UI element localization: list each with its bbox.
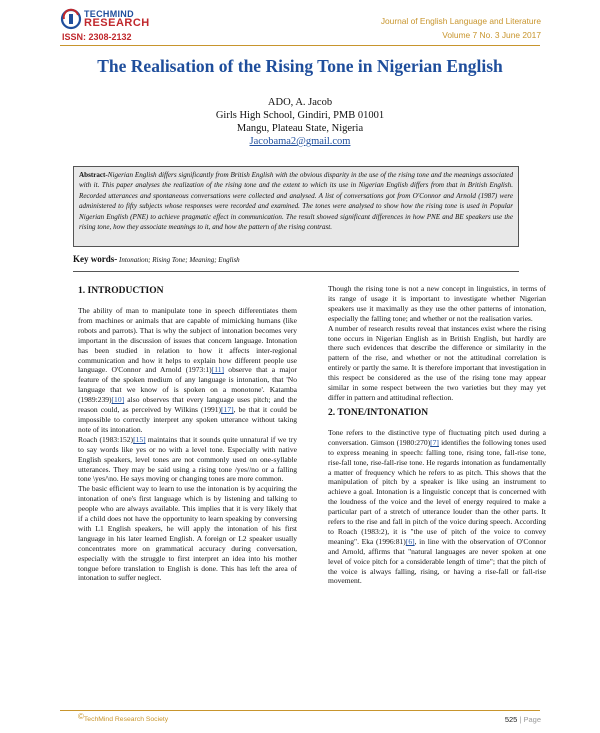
keywords-text: Intonation; Rising Tone; Meaning; English [117,256,240,264]
publisher-logo [60,6,180,44]
citation-link[interactable]: [10] [111,395,125,405]
author-email-link[interactable]: Jacobama2@gmail.com [249,136,351,147]
author-block [60,96,540,148]
paragraph: The ability of man to manipulate tone in speech differentiates them from machines or animals that are capable of mimicking humans (like robots and parrots). That is why the subject of intonation becomes very important in the discussion of issues that concern language. Intonation has been studied in relation to how it affects inter-regional communication and how it helps to explain how different people use language. O'Connor and Arnold (1973:1)[11] observe that a major feature of the spoken medium of any language is intonation, that 'No language that we know of is spoken on a monotone'. Katamba (1989:239)[10] also observes that every language uses pitch; and the reason could, as perceived by Wilkins (1991)[17], be that it could be impossible to correctly interpret any spoken utterance without taking note of its intonation. [78,306,297,434]
footer-society [78,712,168,723]
section-heading-tone-intonation: 2. TONE/INTONATION [328,407,429,418]
keywords [73,254,519,265]
citation-link[interactable]: [6] [405,536,415,546]
header-divider [60,45,540,46]
paragraph: A number of research results reveal that instances exist where the rising tone occurs in Nigerian English as in British English, but hardly are there such evidences that describe the difference or similarity in the pattern of the rise, and whether or not the attitudinal correlation is entirely or partly the same. It is therefore important that investigation in this respect be considered as the use of the rising tone may appear similar in some respect between the two varieties but they may yet differ in pattern and attitudinal reflection. [328,323,546,402]
page-header [0,0,600,50]
paragraph: Roach (1983:152)[15] maintains that it sounds quite unnatural if we try to say words like yes or no with a level tone. Especially with native English speakers, level tones are not commonly used on one-syllable utterances. They may be said using a rising tone /yes//no or a falling tone \yes/\no. He says moving or changing tones are more common. [78,434,297,484]
author-name: ADO, A. Jacob [267,97,333,108]
abstract-label: Abstract- [79,171,108,179]
keywords-divider [73,271,519,272]
issn-label: ISSN: 2308-2132 [62,32,132,42]
right-column [328,284,546,586]
section-heading-introduction: 1. INTRODUCTION [78,286,164,296]
volume-issue: Volume 7 No. 3 June 2017 [442,30,541,40]
journal-name: Journal of English Language and Literature [380,16,541,26]
author-affiliation: Girls High School, Gindiri, PMB 01001 [215,110,385,121]
citation-link[interactable]: [17] [221,405,234,415]
abstract-text: Nigerian English differs significantly from British English with the obvious disparity in the use of the rising tone and the meanings associated with it. This paper analyses the realization of the rising tone and the extent to which its use in Nigerian English differs from that in British English. Recorded utterances and spontaneous conversations were collected and analysed. A list of conversations got from O'Connor and Arnold (1987) were administered to fifty subjects whose responses were recorded and examined. The tones were analysed to show how the rising tone is used in Popular Nigerian English (PNE) to achieve pragmatic effect in communication. The result showed significant differences in how PNE and BE speakers use the rising tone, how they associate meanings to it, and how the pattern of the rising contrast. [79,171,513,232]
society-name: TechMind Research Society [83,716,169,723]
page-number: 525 | Page [504,715,541,724]
paragraph: Tone refers to the distinctive type of fluctuating pitch used during a conversation. Gimson (1980:270)[7] identifies the following tones used to express meaning in speech: falling tone, rising tone, fall-rise tone, rise-fall tone, rise-fall-rise tone. He regards intonation as fundamentally a matter of frequency which he refers to as pitch. This shows that the manipulation of pitch by a speaker is like using an instrument to achieve a goal. Intonation is a linguistic concept that is concerned with the loudness of the voice and the level of energy required to make a particular part of a stretch of utterance louder than the other parts. It refers to the rise and fall in pitch of the voice during speech. According to Roach (1983:2), it is "the use of pitch of the voice to convey meaning". Eka (1996:81)[6], in line with the observation of O'Connor and Arnold, affirms that "natural languages are never spoken at one level of voice pitch for a considerable length of time"; that the pitch of the voice is always falling, rising, or having a rise-fall or fall-rise movement. [328,427,546,586]
paragraph: Though the rising tone is not a new concept in linguistics, in terms of its range of usage it is important to investigate whether Nigerian speakers use it maximally as they use the other patterns of intonation, especially the falling tone; and whether or not the realisation varies. [328,284,546,323]
techmind-logo-icon [60,8,86,30]
logo-line-2: RESEARCH [84,17,150,29]
logo-line-1: TECHMIND [84,9,134,19]
journal-info [381,14,541,42]
citation-link[interactable]: [11] [211,365,224,375]
abstract-box [73,166,519,247]
left-column [78,281,297,583]
copyright-icon: © [78,712,84,721]
author-location: Mangu, Plateau State, Nigeria [236,123,364,134]
paper-title: The Realisation of the Rising Tone in Nigerian English [97,56,503,76]
paragraph: The basic efficient way to learn to use the intonation is by acquiring the intonation of one's first language which is by listening and talking to people who are always available. This implies that it is very likely that if a child does not have the opportunity to learn speaking by conversing with L1 English speakers, he will apply the intonation of his first language in his later learned English. A foreign or L2 speaker usually concentrates more on grammatical accuracy during conversation, especially with the struggle to first interpret an idea into his mother tongue before translation to English is done. This has left the area of intonation to suffer neglect. [78,484,297,583]
citation-link[interactable]: [15] [133,434,146,444]
citation-link[interactable]: [7] [430,437,439,447]
keywords-label: Key words- [73,254,118,264]
footer-divider [60,710,540,711]
